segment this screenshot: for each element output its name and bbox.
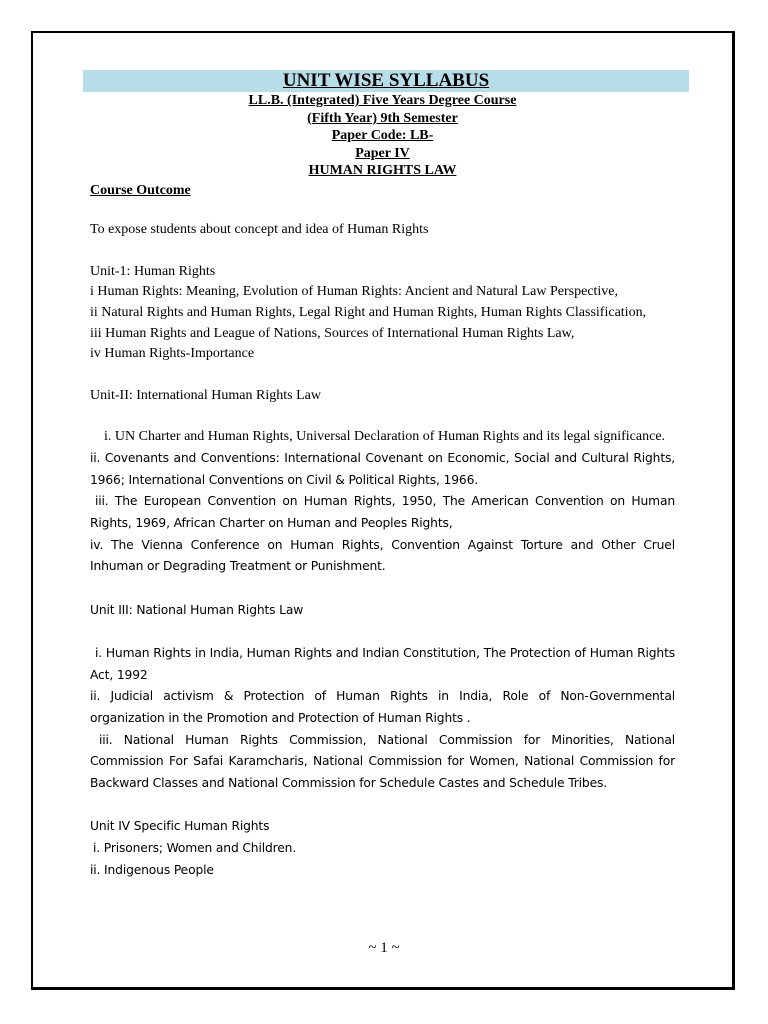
course-outcome-text: To expose students about concept and idea of Human Rights [90, 222, 429, 238]
unit3-item: ii. Judicial activism & Protection of Human Rights in India, Role of Non-Governmental organization in the Promotion and Protection of Human Rights . [90, 689, 675, 725]
unit1-item: iv Human Rights-Importance [90, 346, 255, 362]
unit3-item: i. Human Rights in India, Human Rights and Indian Constitution, The Protection of Human Rights Act, 1992 [90, 645, 675, 682]
page-number: ~ 1 ~ [368, 940, 400, 956]
unit4-heading: Unit IV Specific Human Rights [90, 819, 270, 834]
unit3-heading: Unit III: National Human Rights Law [90, 602, 304, 617]
course-outcome-heading: Course Outcome [90, 182, 191, 198]
title-banner [83, 70, 689, 92]
course-year: (Fifth Year) 9th Semester [307, 110, 458, 126]
unit1-item: ii Natural Rights and Human Rights, Legal Right and Human Rights, Human Rights Classification, [90, 304, 647, 320]
unit2-item: ii. Covenants and Conventions: International Covenant on Economic, Social and Cultural Rights, 1966; International Conventions on Civil & Political Rights, 1966. [90, 450, 675, 487]
document-body [90, 70, 675, 881]
unit2-item: iv. The Vienna Conference on Human Rights, Convention Against Torture and Other Cruel Inhuman or Degrading Treatment or Punishment. [90, 537, 675, 574]
course-name: LL.B. (Integrated) Five Years Degree Course [248, 93, 517, 108]
unit4-item: i. Prisoners; Women and Children. [93, 840, 297, 855]
unit4-item: ii. Indigenous People [90, 862, 214, 877]
unit3-item: iii. National Human Rights Commission, National Commission for Minorities, National Commission For Safai Karamcharis, National Commission for Women, National Commission for Backward Classes and National Commission for Schedule Castes and Schedule Tribes. [90, 732, 675, 791]
unit1-heading: Unit-1: Human Rights [90, 263, 216, 279]
unit2-heading: Unit-II: International Human Rights Law [90, 387, 321, 403]
unit1-item: iii Human Rights and League of Nations, Sources of International Human Rights Law, [90, 325, 575, 341]
paper-number: Paper IV [355, 145, 410, 161]
subject-title: HUMAN RIGHTS LAW [308, 163, 457, 178]
unit1-item: i Human Rights: Meaning, Evolution of Human Rights: Ancient and Natural Law Perspective, [90, 284, 619, 300]
page-title: UNIT WISE SYLLABUS [282, 70, 490, 91]
unit2-item: iii. The European Convention on Human Rights, 1950, The American Convention on Human Rights, 1969, African Charter on Human and Peoples Rights, [90, 494, 675, 530]
unit2-item: i. UN Charter and Human Rights, Universal Declaration of Human Rights and its legal significance. [104, 429, 666, 445]
paper-code: Paper Code: LB- [331, 128, 434, 143]
